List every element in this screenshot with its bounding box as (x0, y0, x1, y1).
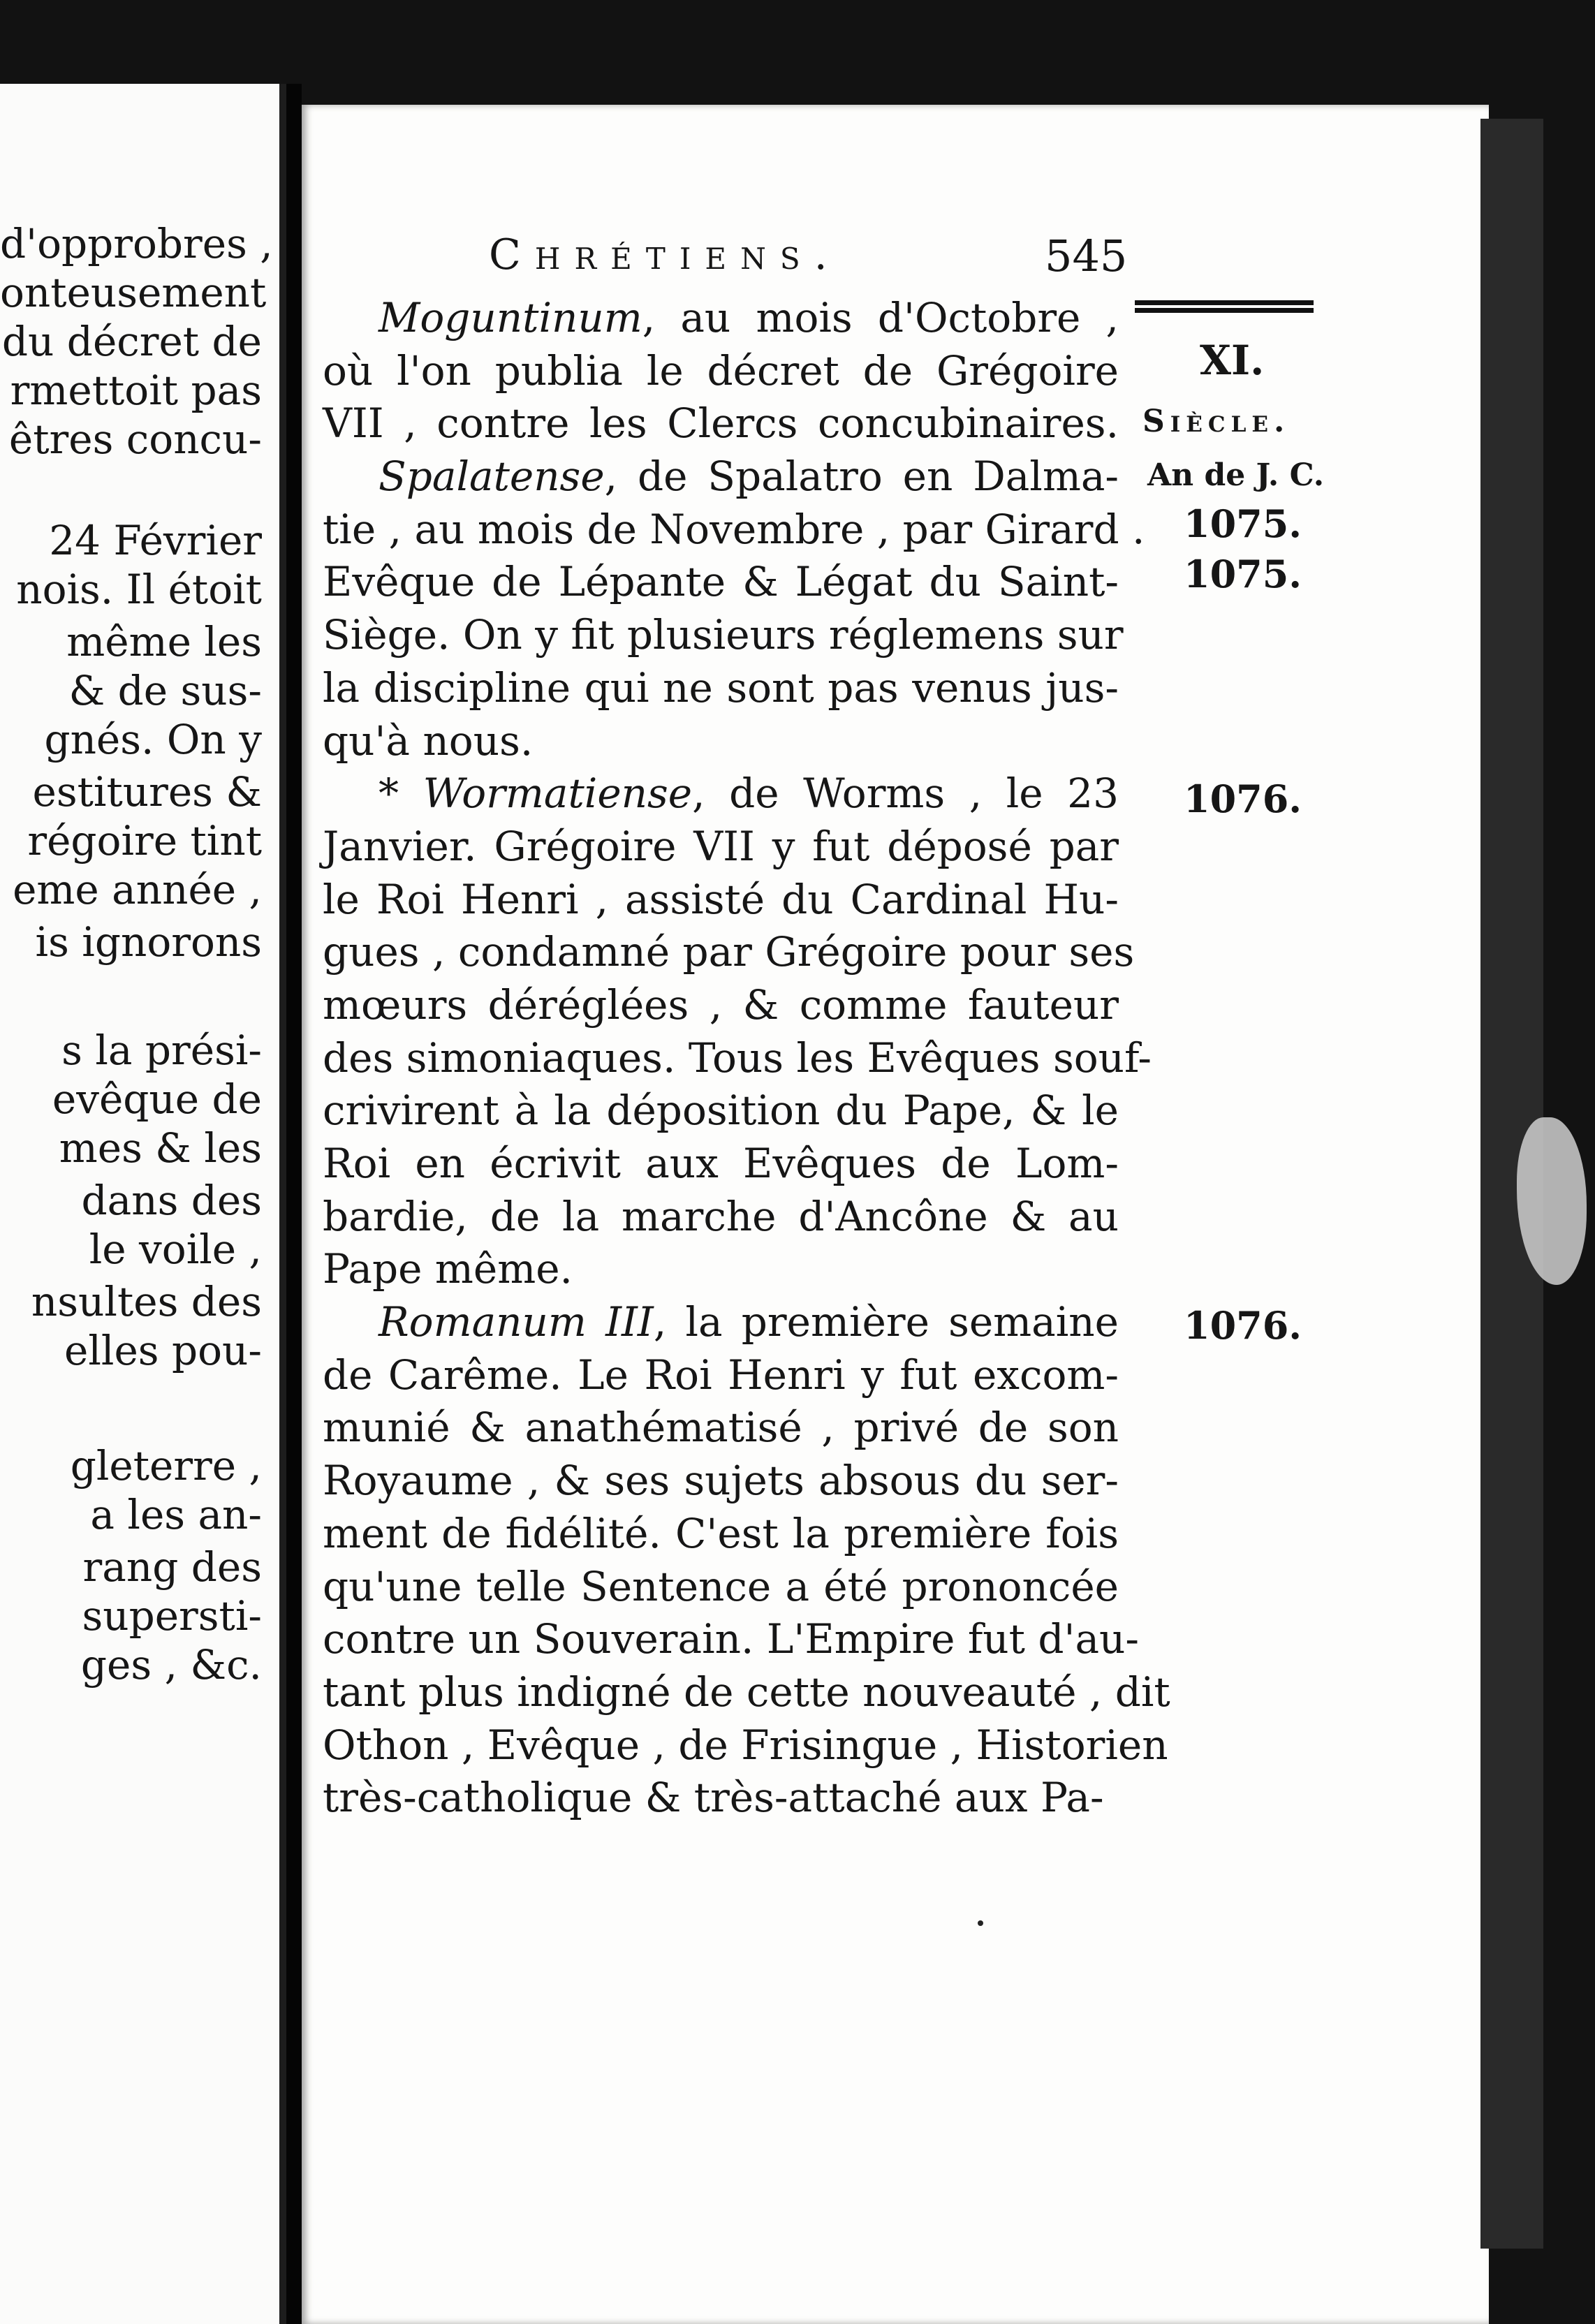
text-line: la discipline qui ne sont pas venus jus- (323, 663, 1119, 712)
left-page-line: gnés. On y (44, 716, 262, 763)
left-page-line: is ignorons (35, 918, 262, 966)
left-page-line: a les an- (90, 1491, 262, 1538)
margin-year: 1075. (1184, 501, 1302, 546)
left-page-line: 24 Février (49, 517, 262, 564)
margin-year: 1075. (1184, 552, 1302, 596)
left-page-line: elles pou- (64, 1327, 262, 1374)
footnote-asterisk: * (378, 770, 423, 818)
text-line (323, 767, 1119, 821)
book-gutter (286, 84, 302, 2324)
text-line: Janvier. Grégoire VII y fut déposé par (323, 822, 1119, 870)
left-page-line: eme année , (13, 866, 262, 913)
text-line (323, 1296, 1119, 1349)
line-continuation: , au mois d'Octobre , (642, 294, 1119, 341)
text-line: VII , contre les Clercs concubinaires. (323, 399, 1119, 448)
page-number: 545 (1045, 230, 1128, 281)
text-line: crivirent à la déposition du Pape, & le (323, 1087, 1119, 1135)
line-continuation: , la première semaine (653, 1298, 1119, 1346)
text-line: mœurs déréglées , & comme fauteur (323, 980, 1119, 1029)
text-line: très-catholique & très-attaché aux Pa- (323, 1774, 1104, 1822)
left-page-line: dans des (81, 1177, 262, 1224)
margin-century: XI. (1200, 337, 1265, 384)
margin-year: 1076. (1184, 1303, 1302, 1348)
left-page-line: mes & les (59, 1124, 262, 1172)
left-page-line: le voile , (89, 1226, 262, 1273)
left-page-line: ges , &c. (80, 1641, 262, 1689)
left-page-line: rang des (82, 1543, 262, 1591)
left-page-line: onteusement (0, 269, 267, 316)
text-line: ment de fidélité. C'est la première fois (323, 1509, 1119, 1557)
text-line: contre un Souverain. L'Empire fut d'au- (323, 1615, 1140, 1663)
left-page (0, 84, 286, 2324)
council-name: Moguntinum (378, 294, 642, 341)
text-line: munié & anathématisé , privé de son (323, 1404, 1119, 1452)
margin-an-de-jc: An de J. C. (1147, 457, 1325, 493)
text-line (323, 292, 1119, 345)
text-line: Royaume , & ses sujets absous du ser- (323, 1457, 1119, 1505)
margin-double-rule (1135, 300, 1314, 313)
body-text (323, 292, 1170, 1825)
text-line: Evêque de Lépante & Légat du Saint- (323, 558, 1119, 606)
council-name: Spalatense (378, 453, 605, 501)
left-page-line: même les (66, 618, 262, 665)
left-page-line: rmettoit pas (10, 367, 262, 414)
left-page-line: nois. Il étoit (16, 566, 262, 613)
margin-siecle: Siècle. (1142, 404, 1291, 439)
left-page-line: supersti- (82, 1592, 262, 1640)
text-line: gues , condamné par Grégoire pour ses (323, 928, 1135, 976)
council-name: Wormatiense (422, 770, 693, 818)
text-line: qu'une telle Sentence a été prononcée (323, 1562, 1119, 1610)
left-page-line: d'opprobres , (0, 220, 273, 267)
text-line (323, 450, 1119, 503)
left-page-line: régoire tint (27, 817, 262, 865)
ink-speck (978, 1920, 983, 1926)
text-line: de Carême. Le Roi Henri y fut excom- (323, 1351, 1119, 1399)
text-line: des simoniaques. Tous les Evêques souf- (323, 1034, 1152, 1082)
line-continuation: , de Worms , le 23 (692, 770, 1119, 818)
margin-year: 1076. (1184, 777, 1302, 821)
left-page-line: êtres concu- (8, 415, 262, 463)
text-line: le Roi Henri , assisté du Cardinal Hu- (323, 875, 1119, 923)
line-continuation: , de Spalatro en Dalma- (604, 453, 1119, 501)
text-line: qu'à nous. (323, 716, 534, 765)
left-page-line: gleterre , (70, 1442, 262, 1490)
text-line: Othon , Evêque , de Frisingue , Historien (323, 1721, 1168, 1769)
left-page-line: nsultes des (31, 1278, 262, 1325)
left-page-line: s la prési- (61, 1027, 262, 1074)
text-line: tie , au mois de Novembre , par Girard . (323, 505, 1145, 553)
left-page-line: evêque de (52, 1075, 262, 1123)
text-line: bardie, de la marche d'Ancône & au (323, 1192, 1119, 1240)
text-line: où l'on publia le décret de Grégoire (323, 346, 1119, 395)
left-page-line: du décret de (1, 318, 262, 365)
text-line: Roi en écrivit aux Evêques de Lom- (323, 1140, 1119, 1187)
text-line: Siège. On y fit plusieurs réglemens sur (323, 611, 1124, 659)
text-line: Pape même. (323, 1245, 573, 1293)
council-name: Romanum III (378, 1298, 654, 1346)
running-title: Chrétiens. (489, 230, 841, 279)
left-page-line: & de sus- (68, 667, 262, 714)
left-page-line: estitures & (32, 768, 262, 816)
text-line: tant plus indigné de cette nouveauté , dit (323, 1668, 1170, 1716)
